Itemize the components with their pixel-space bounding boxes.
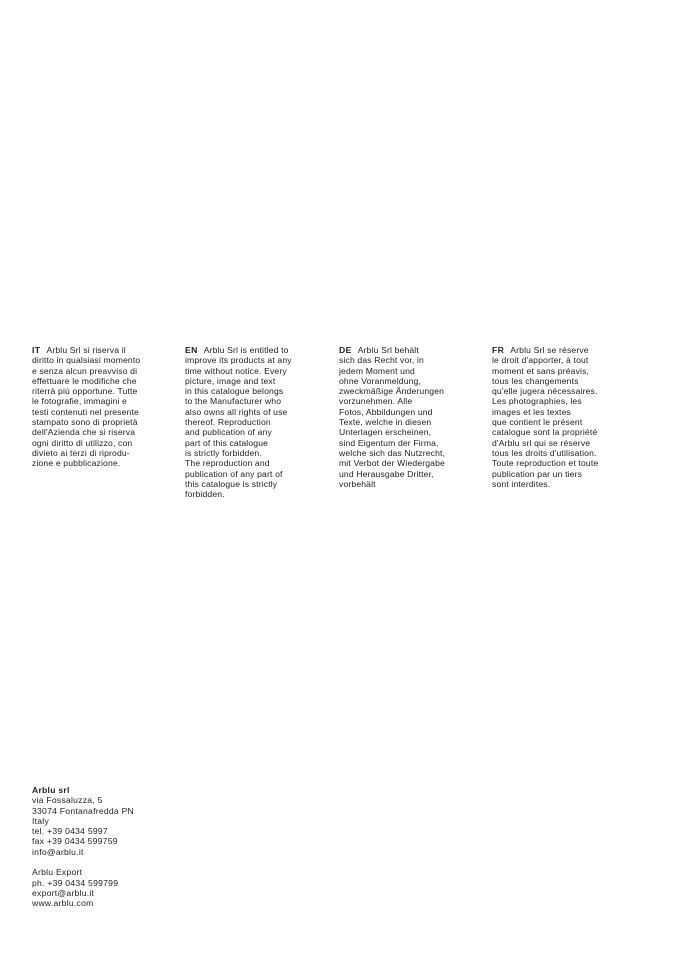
export-label: Arblu Export: [32, 867, 83, 878]
disclaimer-en: [185, 345, 333, 499]
contact-block: [32, 785, 252, 909]
fax-number: fax +39 0434 599759: [32, 836, 118, 847]
address-street: via Fossaluzza, 5: [32, 795, 103, 806]
company-name: Arblu srl: [32, 785, 70, 795]
disclaimer-it: [32, 345, 180, 469]
language-code-it: IT: [32, 345, 41, 355]
language-code-en: EN: [185, 345, 198, 355]
disclaimer-section: [32, 345, 642, 515]
language-code-fr: FR: [492, 345, 505, 355]
disclaimer-text-fr: Arblu Srl se réserve le droit d'apporter, à tout moment et sans préavis, tous les changements qu'elle jugera nécessaires. Les photographies, les images et les textes que contient le présent catalogue sont la propriété d'Arblu srl qui se réserve tous les droits d'utilisation. Toute reproduction et toute publication par un tiers sont interdites.: [492, 345, 599, 489]
contact-spacer: [32, 857, 252, 867]
email-link[interactable]: info@arblu.it: [32, 846, 84, 857]
address-country: Italy: [32, 815, 50, 826]
export-email-link[interactable]: export@arblu.it: [32, 887, 95, 898]
language-code-de: DE: [339, 345, 352, 355]
disclaimer-fr: [492, 345, 640, 489]
disclaimer-text-it: Arblu Srl si riserva il diritto in qualsiasi momento e senza alcun preavviso di effettuare le modifiche che riterrà più opportune. Tutte le fotografie, immagini e testi contenuti nel presente stampato sono di proprietà dell'Azienda che si riserva ogni diritto di utilizzo, con divieto ai terzi di riprodu- zione e pubblicazione.: [32, 345, 141, 469]
address-city: 33074 Fontanafredda PN: [32, 805, 135, 816]
website-link[interactable]: www.arblu.com: [32, 898, 94, 909]
disclaimer-text-en: Arblu Srl is entitled to improve its products at any time without notice. Every picture, image and text in this catalogue belongs to the Manufacturer who also owns all rights of use thereof. Reproduction and publication of any part of this catalogue is strictly forbidden. The reproduction and publication of any part of this catalogue is strictly forbidden.: [185, 345, 292, 500]
disclaimer-text-de: Arblu Srl behält sich das Recht vor, in jedem Moment und ohne Voranmeldung, zweckmäßige Änderungen vorzunehmen. Alle Fotos, Abbildungen und Texte, welche in diesen Unterlagen erscheinen, sind Eigentum der Firma, welche sich das Nutzrecht, mit Verbot der Wiedergabe und Herausgabe Dritter, vorbehält: [339, 345, 446, 489]
phone-number: tel. +39 0434 5997: [32, 826, 108, 837]
export-phone-number: ph. +39 0434 599799: [32, 877, 119, 888]
disclaimer-de: [339, 345, 487, 489]
